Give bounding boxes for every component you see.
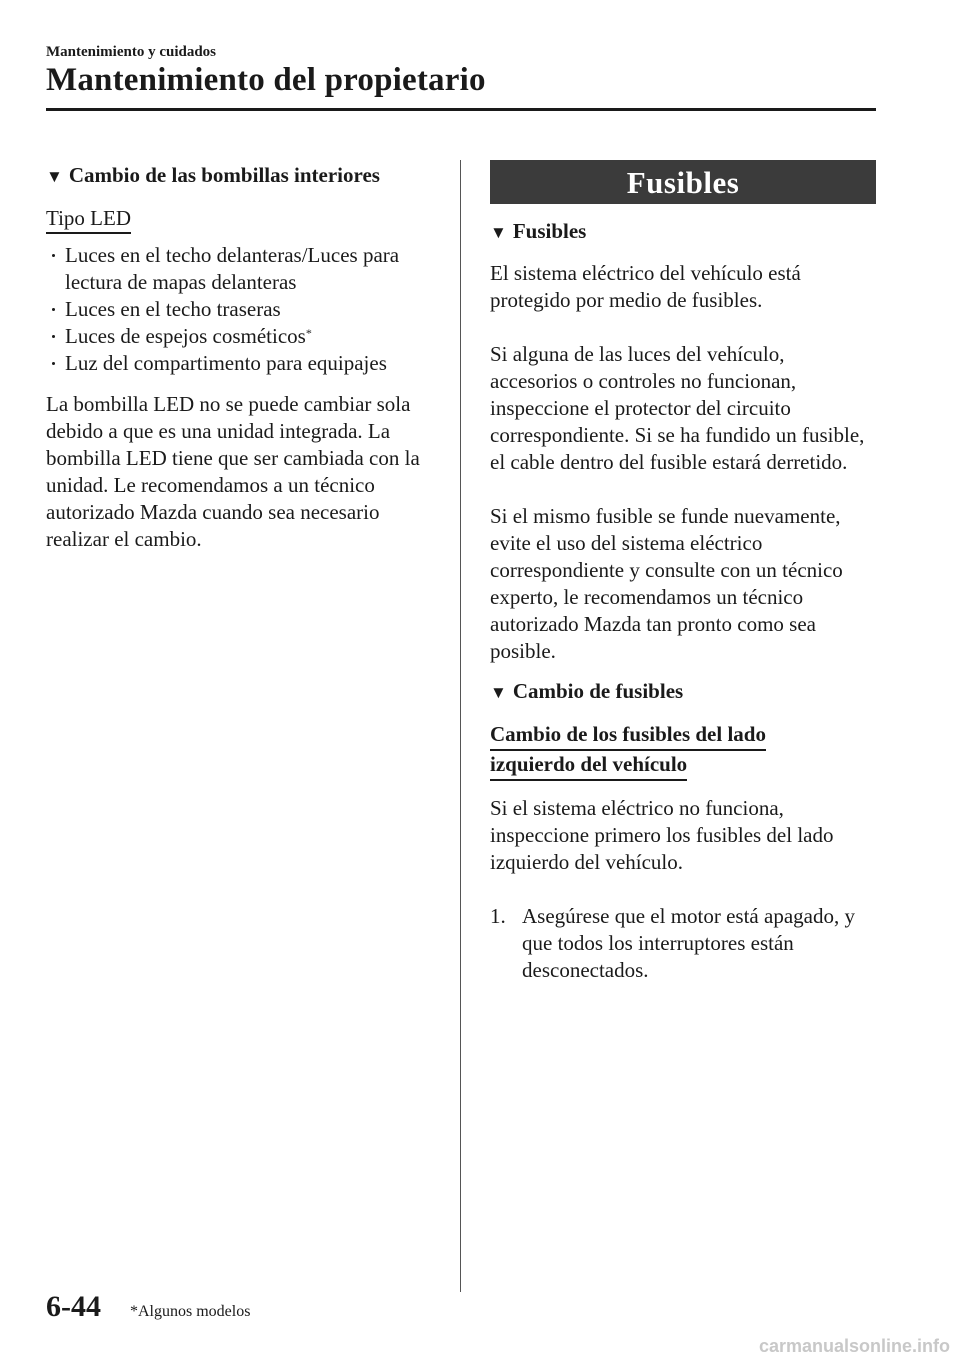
fuse-change-heading-text: Cambio de fusibles xyxy=(512,679,684,703)
bullet-icon xyxy=(52,308,55,311)
list-item-text: Luces en el techo delanteras/Luces para lectura de mapas delanteras xyxy=(65,243,400,294)
step-text: Asegúrese que el motor está apagado, y que todos los interruptores están desconectados. xyxy=(522,904,855,982)
list-item-text: Luces en el techo traseras xyxy=(65,297,281,321)
bullet-icon xyxy=(52,362,55,365)
footnote-mark: * xyxy=(305,326,312,340)
led-bulb-list xyxy=(46,242,442,377)
list-item-text: Luz del compartimento para equipajes xyxy=(65,351,387,375)
fuses-heading xyxy=(490,218,876,246)
interior-bulbs-heading-text: Cambio de las bombillas interiores xyxy=(68,163,380,187)
led-type-subheading: Tipo LED xyxy=(46,206,131,234)
fuse-change-heading xyxy=(490,678,876,706)
page-number: 6-44 xyxy=(46,1290,101,1323)
list-item xyxy=(46,350,442,377)
fuses-para-1: El sistema eléctrico del vehículo está protegido por medio de fusibles. xyxy=(490,261,801,312)
step-item xyxy=(490,903,876,984)
fuses-para-3: Si el mismo fusible se funde nuevamente, evite el uso del sistema eléctrico correspondiente y consulte con un técnico experto, le recomendamos un técnico autorizado Mazda tan pronto como sea posible. xyxy=(490,504,843,663)
interior-bulbs-heading xyxy=(46,162,442,190)
list-item xyxy=(46,323,442,350)
section-label: Mantenimiento y cuidados xyxy=(46,44,217,60)
column-divider xyxy=(460,160,461,1292)
fuses-heading-text: Fusibles xyxy=(512,219,587,243)
triangle-marker-icon: ▼ xyxy=(46,167,63,186)
fuses-para-4: Si el sistema eléctrico no funciona, inspeccione primero los fusibles del lado izquierdo del vehículo. xyxy=(490,796,834,874)
left-side-fuses-subheading xyxy=(490,721,876,781)
bullet-icon xyxy=(52,254,55,257)
subheading-line: izquierdo del vehículo xyxy=(490,752,687,781)
list-item-text: Luces de espejos cosméticos xyxy=(65,324,306,348)
led-paragraph: La bombilla LED no se puede cambiar sola debido a que es una unidad integrada. La bombilla LED tiene que ser cambiada con la unidad. Le recomendamos a un técnico autorizado Mazda cuando sea necesario realizar el cambio. xyxy=(46,392,420,551)
watermark: carmanualsonline.info xyxy=(758,1336,950,1356)
list-item xyxy=(46,242,442,296)
steps-list xyxy=(490,903,876,984)
left-column xyxy=(46,160,442,553)
header-rule xyxy=(46,108,876,111)
step-number: 1. xyxy=(490,904,506,928)
footnote: *Algunos modelos xyxy=(130,1303,251,1320)
bullet-icon xyxy=(52,335,55,338)
fuses-band-title: Fusibles xyxy=(626,164,740,200)
triangle-marker-icon: ▼ xyxy=(490,683,507,702)
subheading-line: Cambio de los fusibles del lado xyxy=(490,722,766,751)
page-title: Mantenimiento del propietario xyxy=(46,62,486,98)
list-item xyxy=(46,296,442,323)
fuses-section-band xyxy=(490,160,876,204)
right-column xyxy=(490,160,876,984)
fuses-para-2: Si alguna de las luces del vehículo, accesorios o controles no funcionan, inspeccione el protector del circuito correspondiente. Si se ha fundido un fusible, el cable dentro del fusible estará derretido. xyxy=(490,342,865,474)
triangle-marker-icon: ▼ xyxy=(490,223,507,242)
